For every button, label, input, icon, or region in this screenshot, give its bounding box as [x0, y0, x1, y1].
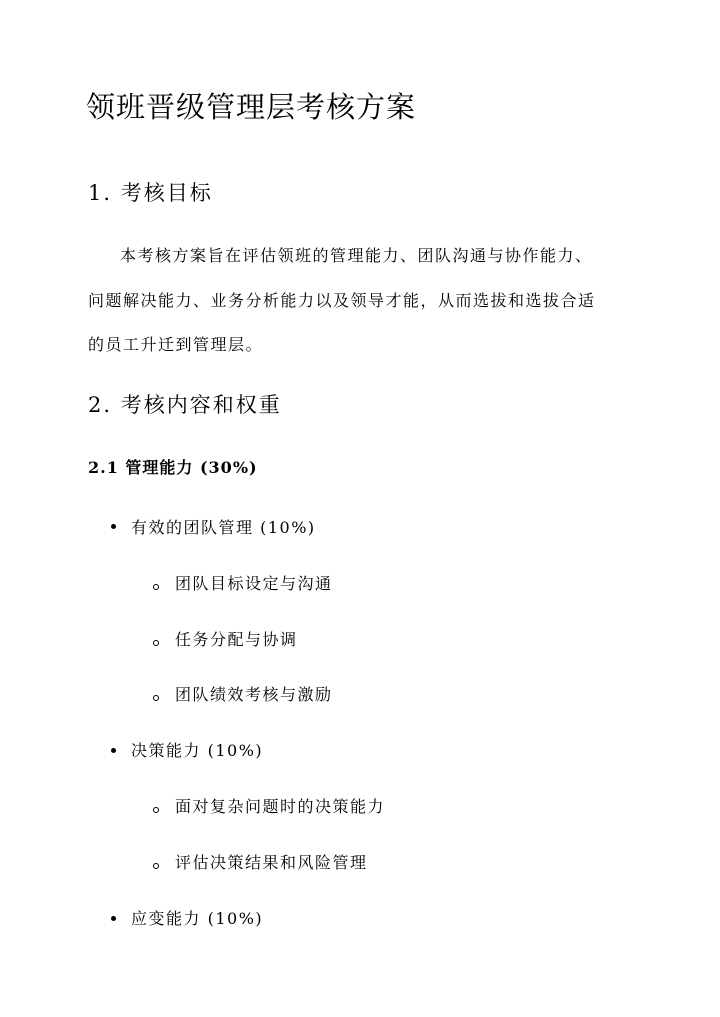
section-1-para-line-3: 的员工升迁到管理层。 [88, 335, 264, 354]
section-1-para-line-2: 问题解决能力、业务分析能力以及领导才能，从而选拔和选拔合适 [88, 291, 596, 310]
sub-item: 任务分配与协调 [175, 630, 298, 649]
sub-item: 团队目标设定与沟通 [175, 574, 333, 593]
bullet-icon [111, 916, 116, 921]
section-2-1-heading: 2.1 管理能力 (30%) [88, 458, 258, 477]
circle-bullet-icon [153, 584, 159, 590]
sub-item: 团队绩效考核与激励 [175, 685, 333, 704]
document-title: 领班晋级管理层考核方案 [86, 90, 417, 124]
circle-bullet-icon [153, 640, 159, 646]
bullet-icon [111, 524, 116, 529]
circle-bullet-icon [153, 807, 159, 813]
bullet-item-team-management: 有效的团队管理 (10%) [131, 518, 316, 537]
bullet-icon [111, 748, 116, 753]
sub-item: 评估决策结果和风险管理 [175, 853, 368, 872]
sub-item: 面对复杂问题时的决策能力 [175, 797, 386, 816]
bullet-item-decision: 决策能力 (10%) [131, 741, 264, 760]
section-1-heading: 1. 考核目标 [88, 181, 213, 205]
section-1-para-line-1: 本考核方案旨在评估领班的管理能力、团队沟通与协作能力、 [120, 246, 593, 265]
circle-bullet-icon [153, 695, 159, 701]
bullet-item-adaptability: 应变能力 (10%) [131, 909, 264, 928]
section-2-heading: 2. 考核内容和权重 [88, 393, 282, 417]
circle-bullet-icon [153, 863, 159, 869]
